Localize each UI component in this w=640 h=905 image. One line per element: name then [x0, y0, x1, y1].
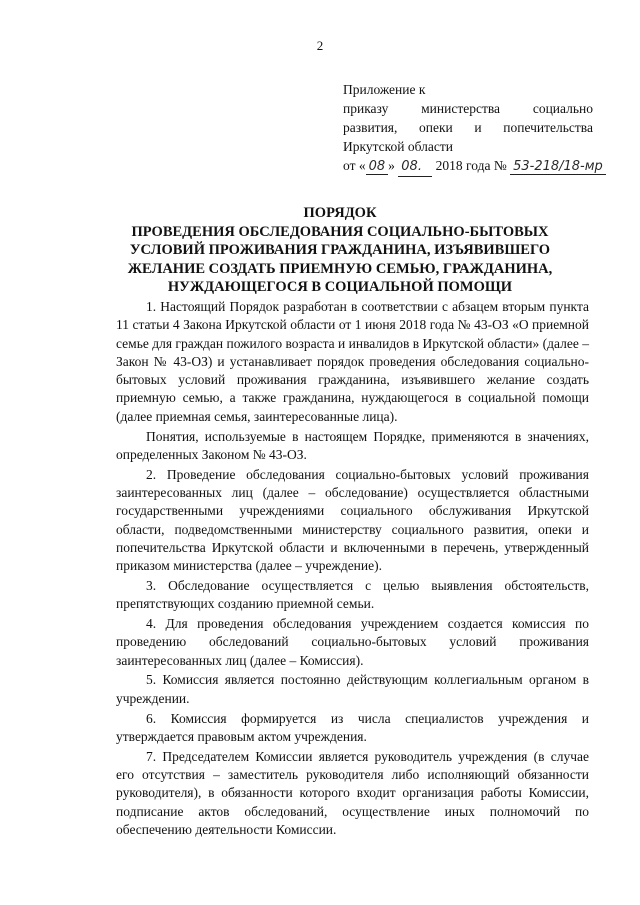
appendix-line-3: развития, опеки и попечительства — [343, 120, 593, 135]
title-line-1: ПОРЯДОК — [303, 205, 377, 221]
paragraph: Понятия, используемые в настоящем Порядке, применяются в значениях, определенных Законом № 43-ОЗ. — [116, 428, 589, 462]
date-prefix: от « — [343, 158, 366, 173]
document-title — [100, 204, 580, 297]
handwritten-month: 08. — [398, 157, 432, 177]
order-date-line — [343, 156, 603, 177]
paragraph: 7. Председателем Комиссии является руководитель учреждения (в случае его отсутствия – заместитель руководителя либо исполняющий обязанности руководителя), в обязанности которого входит организация работы Комиссии, подписание актов обследований, осуществление иных полномочий по обеспечению деятельности Комиссии. — [116, 748, 589, 837]
title-line-5: НУЖДАЮЩЕГОСЯ В СОЦИАЛЬНОЙ ПОМОЩИ — [167, 279, 513, 295]
paragraph: 5. Комиссия является постоянно действующим коллегиальным органом в учреждении. — [116, 672, 589, 706]
title-line-2: ПРОВЕДЕНИЯ ОБСЛЕДОВАНИЯ СОЦИАЛЬНО-БЫТОВЫХ — [131, 223, 549, 240]
handwritten-order-number: 53-218/18-мр — [510, 159, 606, 175]
paragraph: 4. Для проведения обследования учреждением создается комиссия по проведению обследований социально-бытовых условий проживания заинтересованных лиц (далее – Комиссия). — [116, 616, 589, 668]
document-body — [116, 298, 589, 841]
page-number: 2 — [316, 38, 324, 53]
appendix-line-1: Приложение к — [343, 82, 426, 97]
appendix-line-4: Иркутской области — [343, 139, 454, 154]
title-line-3: УСЛОВИЙ ПРОЖИВАНИЯ ГРАЖДАНИНА, ИЗЪЯВИВШЕГО — [129, 242, 551, 258]
date-year: 2018 года № — [435, 158, 507, 173]
paragraph: 2. Проведение обследования социально-бытовых условий проживания заинтересованных лиц (далее – обследование) осуществляется областными государственными учреждениями социального обслуживания Иркутской области, подведомственными министерству социального развития, опеки и попечительства Иркутской области и включенными в перечень, утвержденный приказом министерства (далее – учреждение). — [116, 466, 589, 574]
appendix-line-2: приказу министерства социально — [343, 101, 593, 116]
paragraph: 6. Комиссия формируется из числа специалистов учреждения и утверждается правовым актом учреждения. — [116, 710, 589, 744]
date-mid: » — [388, 158, 395, 173]
handwritten-day: 08 — [366, 159, 389, 175]
paragraph: 1. Настоящий Порядок разработан в соответствии с абзацем вторым пункта 11 статьи 4 Закона Иркутской области от 1 июня 2018 года № 43-ОЗ «О приемной семье для граждан пожилого возраста и инвалидов в Иркутской области» (далее – Закон № 43-ОЗ) и устанавливает порядок проведения обследования социально-бытовых условий проживания гражданина, изъявившего желание создать приемную семью, а также гражданина, нуждающегося в социальной помощи (далее приемная семья, заинтересованные лица). — [116, 299, 589, 424]
paragraph: 3. Обследование осуществляется с целью выявления обстоятельств, препятствующих созданию приемной семьи. — [116, 577, 589, 612]
title-line-4: ЖЕЛАНИЕ СОЗДАТЬ ПРИЕМНУЮ СЕМЬЮ, ГРАЖДАНИНА, — [127, 260, 553, 277]
appendix-header — [343, 80, 603, 177]
